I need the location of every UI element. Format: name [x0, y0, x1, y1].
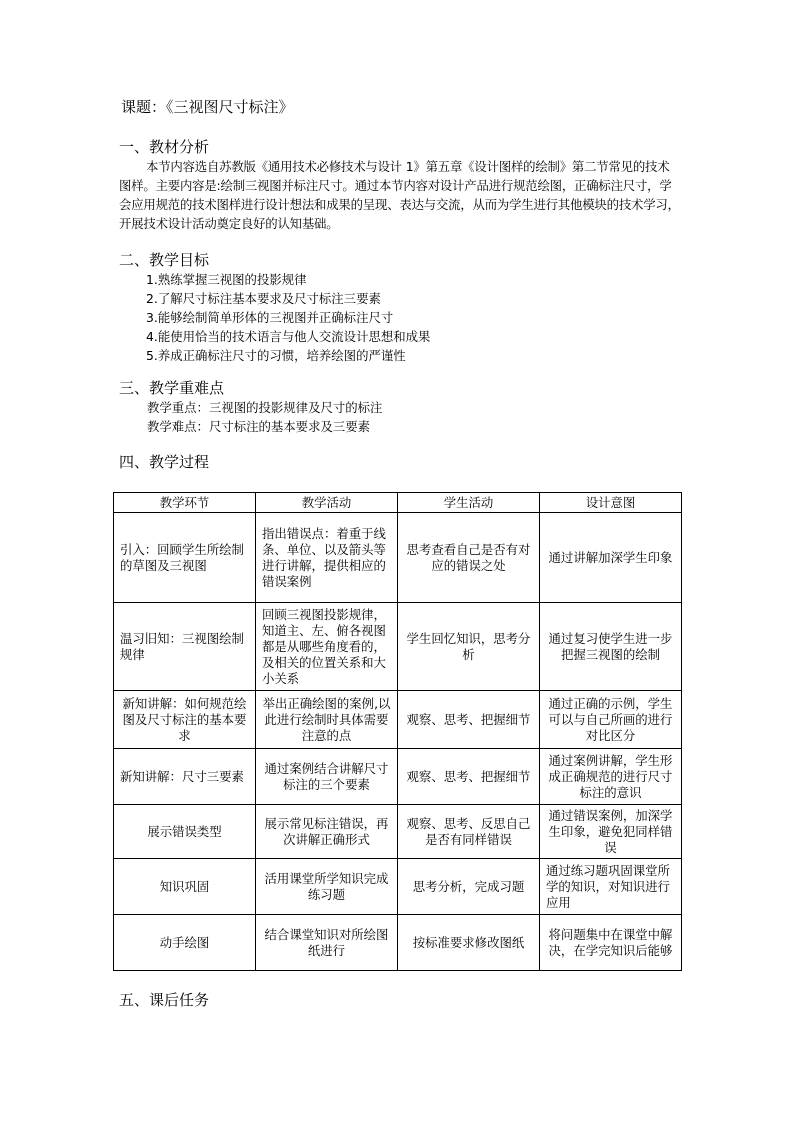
- material-analysis-paragraph: 本节内容选自苏教版《通用技术必修技术与设计 1》第五章《设计图样的绘制》第二节常见的技术图样。主要内容是:绘制三视图并标注尺寸。通过本节内容对设计产品进行规范绘图，正确标注尺寸，学会应用规范的技术图样进行设计想法和成果的呈现、表达与交流，从而为学生进行其他模块的技术学习，开展技术设计活动奠定良好的认知基础。: [119, 159, 680, 231]
- student-cell: 学生回忆知识，思考分析: [398, 603, 540, 691]
- section-heading-homework: 五、课后任务: [119, 991, 210, 1009]
- stage-cell: 动手绘图: [114, 915, 256, 971]
- stage-cell: 展示错误类型: [114, 805, 256, 859]
- section-heading-teaching-goals: 二、教学目标: [119, 251, 210, 269]
- stage-cell: 新知讲解：如何规范绘图及尺寸标注的基本要求: [114, 691, 256, 749]
- table-row: [114, 691, 682, 749]
- column-header-activity: 教学活动: [256, 493, 398, 513]
- student-cell: 思考查看自己是否有对应的错误之处: [398, 513, 540, 603]
- student-cell: 观察、思考、把握细节: [398, 691, 540, 749]
- activity-cell: 回顾三视图投影规律，知道主、左、俯各视图都是从哪些角度看的，及相关的位置关系和大小关系: [256, 603, 398, 691]
- difficult-point-text: 教学难点：尺寸标注的基本要求及三要素: [147, 419, 371, 434]
- table-row: [114, 513, 682, 603]
- goal-item: 3.能够绘制简单形体的三视图并正确标注尺寸: [146, 310, 394, 325]
- intent-cell: 通过错误案例，加深学生印象，避免犯同样错误: [540, 805, 682, 859]
- stage-cell: 新知讲解：尺寸三要素: [114, 749, 256, 805]
- table-header-row: [114, 493, 682, 513]
- activity-cell: 通过案例结合讲解尺寸标注的三个要素: [256, 749, 398, 805]
- goal-item: 4.能使用恰当的技术语言与他人交流设计思想和成果: [146, 329, 431, 344]
- section-heading-material-analysis: 一、教材分析: [119, 138, 210, 156]
- intent-cell: 通过练习题巩固课堂所学的知识，对知识进行应用: [540, 859, 682, 915]
- goal-item: 1.熟练掌握三视图的投影规律: [146, 272, 307, 287]
- lesson-title: 课题：《三视图尺寸标注》: [121, 98, 294, 116]
- table-row: [114, 915, 682, 971]
- intent-cell: 将问题集中在课堂中解决，在学完知识后能够: [540, 915, 682, 971]
- intent-cell: 通过讲解加深学生印象: [540, 513, 682, 603]
- key-point-text: 教学重点：三视图的投影规律及尺寸的标注: [147, 400, 383, 415]
- teaching-goals-list: [146, 270, 430, 365]
- activity-cell: 结合课堂知识对所绘图纸进行: [256, 915, 398, 971]
- section-heading-key-difficult-points: 三、教学重难点: [119, 379, 225, 397]
- student-cell: 思考分析，完成习题: [398, 859, 540, 915]
- student-cell: 按标准要求修改图纸: [398, 915, 540, 971]
- table-row: [114, 603, 682, 691]
- activity-cell: 指出错误点：着重于线条、单位、以及箭头等进行讲解，提供相应的错误案例: [256, 513, 398, 603]
- intent-cell: 通过正确的示例，学生可以与自己所画的进行对比区分: [540, 691, 682, 749]
- goal-item: 2.了解尺寸标注基本要求及尺寸标注三要素: [146, 291, 381, 306]
- intent-cell: 通过复习使学生进一步把握三视图的绘制: [540, 603, 682, 691]
- stage-cell: 引入：回顾学生所绘制的草图及三视图: [114, 513, 256, 603]
- table-row: [114, 859, 682, 915]
- stage-cell: 温习旧知：三视图绘制规律: [114, 603, 256, 691]
- column-header-intent: 设计意图: [540, 493, 682, 513]
- activity-cell: 展示常见标注错误，再次讲解正确形式: [256, 805, 398, 859]
- activity-cell: 举出正确绘图的案例,以此进行绘制时具体需要注意的点: [256, 691, 398, 749]
- key-difficult-points: [147, 398, 382, 436]
- intent-cell: 通过案例讲解，学生形成正确规范的进行尺寸标注的意识: [540, 749, 682, 805]
- goal-item: 5.养成正确标注尺寸的习惯，培养绘图的严谨性: [146, 348, 406, 363]
- student-cell: 观察、思考、反思自己是否有同样错误: [398, 805, 540, 859]
- column-header-stage: 教学环节: [114, 493, 256, 513]
- table-row: [114, 749, 682, 805]
- column-header-student: 学生活动: [398, 493, 540, 513]
- section-heading-teaching-process: 四、教学过程: [119, 453, 210, 471]
- stage-cell: 知识巩固: [114, 859, 256, 915]
- teaching-process-table: [113, 492, 682, 971]
- table-row: [114, 805, 682, 859]
- student-cell: 观察、思考、把握细节: [398, 749, 540, 805]
- activity-cell: 活用课堂所学知识完成练习题: [256, 859, 398, 915]
